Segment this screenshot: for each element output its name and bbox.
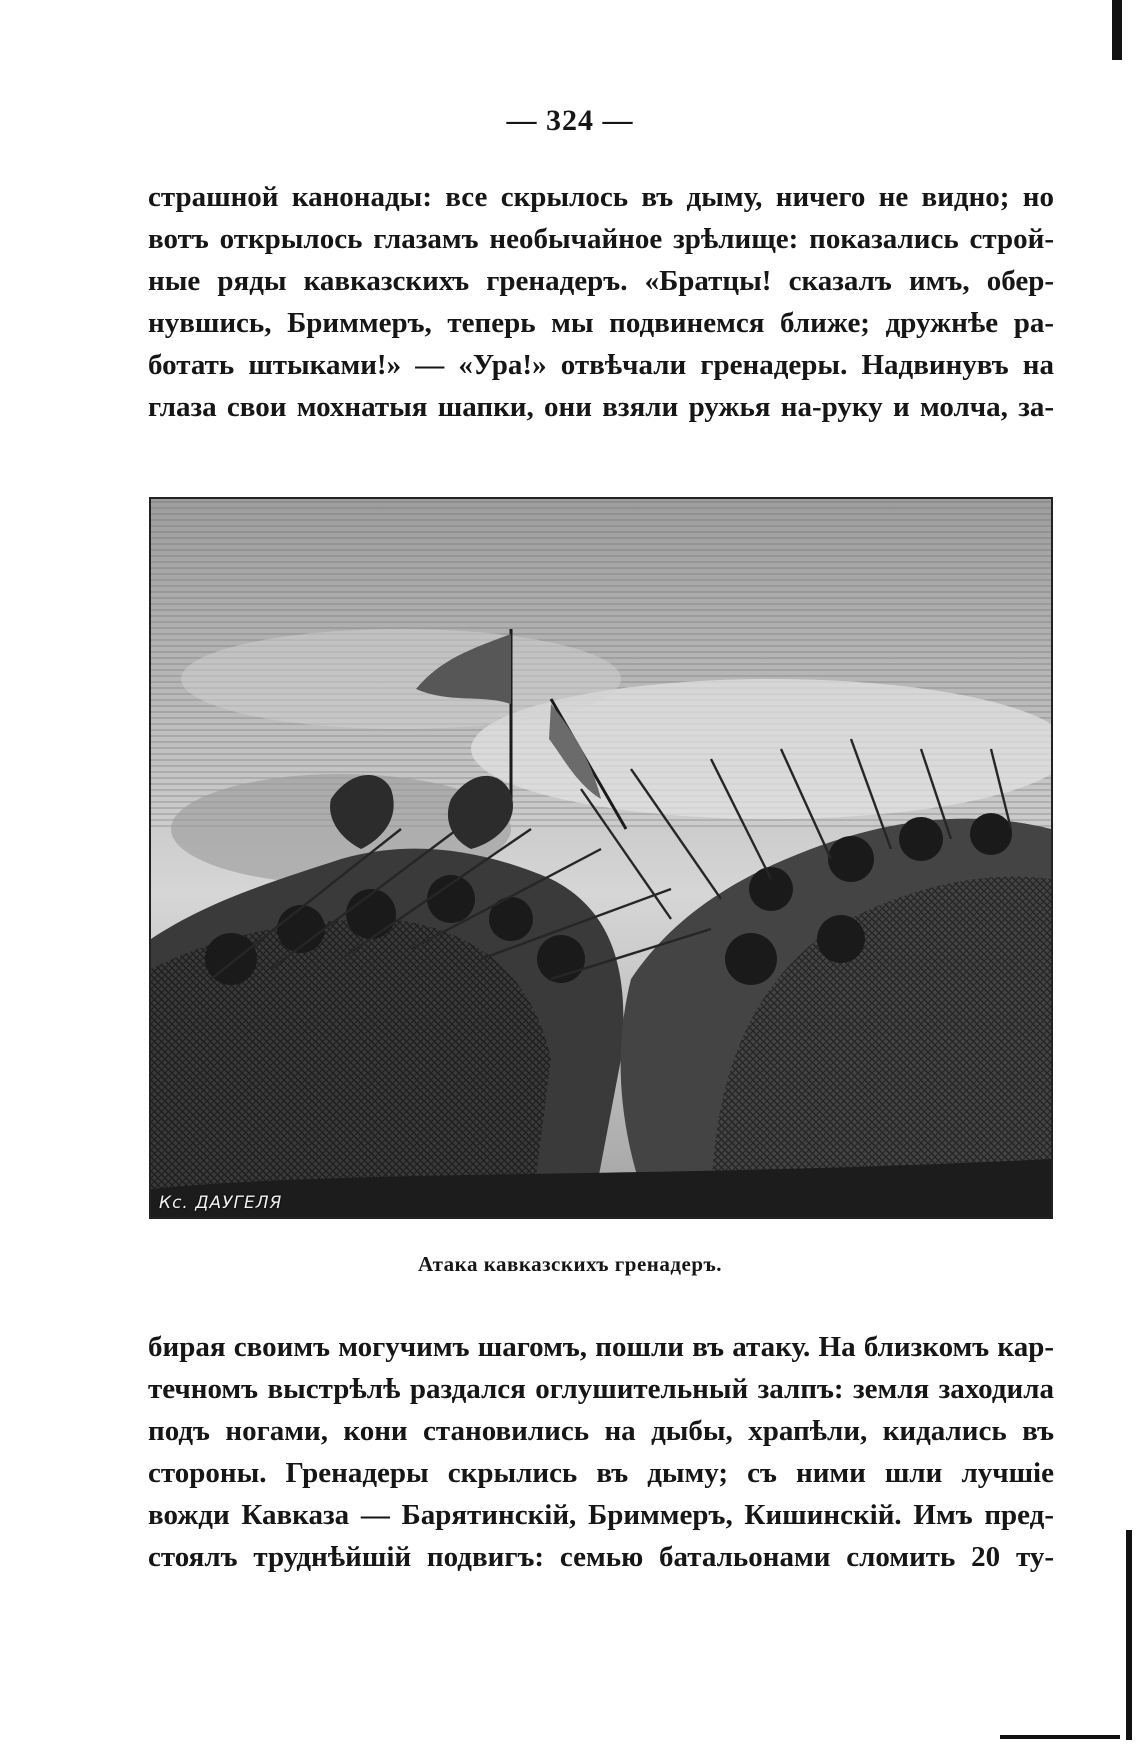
- text-line: стоялъ труднѣйшій подвигъ: семью батальонами сломить 20 ту-: [148, 1541, 1054, 1573]
- text-line: ные ряды кавказскихъ гренадеръ. «Братцы! сказалъ имъ, обер-: [148, 265, 1054, 297]
- text-line: ботать штыками!» — «Ура!» отвѣчали гренадеры. Надвинувъ на: [148, 349, 1054, 381]
- text-line: вожди Кавказа — Барятинскій, Бриммеръ, Кишинскій. Имъ пред-: [148, 1499, 1054, 1531]
- paragraph-bottom: [148, 1326, 1054, 1578]
- battle-engraving: [149, 497, 1053, 1219]
- text-line: подъ ногами, кони становились на дыбы, храпѣли, кидались въ: [148, 1415, 1054, 1447]
- scan-edge-mark: [1112, 0, 1122, 60]
- text-line: бирая своимъ могучимъ шагомъ, пошли въ атаку. На близкомъ кар-: [148, 1331, 1054, 1363]
- engraver-signature: Кс. ДАУГЕЛЯ: [159, 1193, 283, 1213]
- paragraph-top: [148, 176, 1054, 428]
- scan-edge-mark: [1126, 1530, 1132, 1740]
- engraving-drawing: [151, 499, 1051, 1217]
- text-line: глаза свои мохнатыя шапки, они взяли ружья на-руку и молча, за-: [148, 391, 1054, 423]
- text-line: страшной канонады: все скрылось въ дыму, ничего не видно; но: [148, 181, 1054, 213]
- text-line: нувшись, Бриммеръ, теперь мы подвинемся ближе; дружнѣе ра-: [148, 307, 1054, 339]
- illustration-caption: Атака кавказскихъ гренадеръ.: [417, 1252, 723, 1276]
- page-number: — 324 —: [506, 104, 634, 137]
- scan-edge-mark: [1000, 1735, 1120, 1739]
- text-line: стороны. Гренадеры скрылись въ дыму; съ ними шли лучшіе: [148, 1457, 1054, 1489]
- text-line: вотъ открылось глазамъ необычайное зрѣлище: показались строй-: [148, 223, 1054, 255]
- text-line: течномъ выстрѣлѣ раздался оглушительный залпъ: земля заходила: [148, 1373, 1054, 1405]
